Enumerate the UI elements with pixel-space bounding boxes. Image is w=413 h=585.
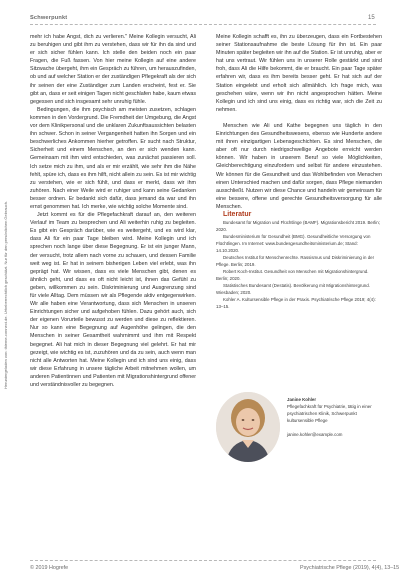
author-description: Pflegefachkraft für Psychiatrie, tätig in einer psychiatrischen Klinik, Schwerpunkt kultursensible Pflege: [287, 404, 372, 423]
header-rule: [30, 24, 376, 25]
paragraph: Jetzt kommt es für die Pflegefachkraft darauf an, den weiteren Verlauf im Team zu besprechen und Ali weiterhin ruhig zu begleiten. Es gibt ein Gespräch darüber, wie es weitergeht, und es wird klar, dass Ali für ein paar Tage bleiben wird. Meine Kollegin und ich sprechen noch lange über diese Begegnung. Er ist ein junger Mann, der versucht, trotz allem nach vorne zu schauen, und dessen Familie weit weg ist. Er hat in seinem bisherigen Leben viel erlebt, was ihn geprägt hat. Wir wissen, dass es viele Menschen gibt, denen es ähnlich geht, und dass es oft nicht leicht ist, ihnen das Gefühl zu geben, willkommen zu sein. Diskriminierung und Ausgrenzung sind für viele Alltag. Dem müssen wir als Pflegende aktiv entgegenwirken. Wir alle haben eine Verantwortung, dass sich Menschen in unseren Einrichtungen sicher und aufgehoben fühlen. Dazu gehört auch, sich der eigenen Vorurteile bewusst zu werden und diese zu reflektieren. Nur so kann eine Begegnung auf Augenhöhe gelingen, die den Menschen in seiner Gesamtheit wahrnimmt und ihm mit Respekt begegnet. Ali hat mich in dieser Begegnung viel gelehrt. Er hat mir gezeigt, wie wichtig es ist, zuzuhören und da zu sein, auch wenn man nicht alle Antworten hat. Meine Kollegin und ich sind uns einig, dass wir diese Erfahrung in unsere tägliche Arbeit mitnehmen wollen, um anderen Patientinnen und Patienten mit Migrationshintergrund offener und verständnisvoller zu begegnen.: [30, 212, 196, 389]
right-column: [216, 33, 382, 310]
author-portrait-icon: [216, 392, 280, 462]
reference-item: Deutsches Institut für Menschenrechte. Rassismus und Diskriminierung in der Pflege. Berlin; 2019.: [216, 255, 375, 268]
author-block: [216, 392, 382, 462]
author-info: [287, 396, 382, 438]
reference-item: Bundesamt für Migration und Flüchtlinge (BAMF). Migrationsbericht 2019. Berlin; 2020.: [216, 220, 380, 233]
section-label: Schwerpunkt: [30, 15, 68, 21]
author-email[interactable]: janine.kohler@example.com: [287, 432, 343, 437]
paragraph: Meine Kollegin schafft es, ihn zu überzeugen, dass ein Fortbestehen seiner Stationsaufnahme die beste Lösung für ihn ist. Ein paar Minuten später begleiten wir ihn auf die Station. Er ist unruhig, aber er hat uns vertraut. Wir fühlen uns in unserer Rolle gestärkt und sind froh, dass Ali die Hilfe bekommt, die er braucht. Ein paar Tage später erfahren wir, dass es ihm bereits besser geht. Er hat sich auf der Station eingelebt und erholt sich allmählich. Ich frage mich, was geschehen wäre, wenn wir ihn nicht angesprochen hätten. Meine Kollegin und ich sind uns einig, dass es richtig war, sich die Zeit zu nehmen.: [216, 34, 382, 113]
reference-item: Kohler A. Kultursensible Pflege in der Praxis. Psychiatrische Pflege 2019; 4(4): 13–15.: [216, 297, 376, 310]
paragraph: Bedingungen, die ihm psychisch am meisten zusetzen, schlagen kommen in den Vordergrund. Die Fremdheit der Umgebung, die Angst vor dem Klinikpersonal und die unklaren Zukunftsaussichten belasten ihn schwer. Schon in seiner Vergangenheit hatten ihn Sorgen und ein beschwerliches Ankommen hierher getroffen. Er sucht nach Struktur, Sicherheit und einem Menschen, an den er sich wenden kann. Gemeinsam mit ihm wird entschieden, was zunächst passieren soll. Ich setze mich zu ihm, und als er mir erzählt, wie sehr ihm die Nähe fehlt, spüre ich, dass es ihm hilft, nicht allein zu sein. Es ist mir wichtig zu verstehen, wie er sich fühlt, und dass er merkt, dass wir ihm zuhören. Nach einer Weile wird er ruhiger und kann seine Gedanken besser ordnen. Er bedankt sich dafür, dass jemand da war und ihn ernst genommen hat. Ich merke, wie wichtig solche Momente sind.: [30, 106, 196, 210]
footer-rule: [30, 560, 376, 561]
reference-item: Robert Koch-Institut. Gesundheit von Menschen mit Migrationshintergrund. Berlin; 2020.: [216, 269, 369, 282]
footer-copyright: © 2019 Hogrefe: [30, 565, 69, 571]
left-column: [30, 33, 196, 389]
reference-item: Bundesministerium für Gesundheit (BMG). Gesundheitliche Versorgung von Flüchtlingen. Im Internet: www.bundesgesundheitsministerium.de; Stand: 14.10.2020.: [216, 234, 371, 254]
reference-item: Statistisches Bundesamt (Destatis). Bevölkerung mit Migrationshintergrund. Wiesbaden; 2020.: [216, 283, 370, 296]
paragraph: mehr ich habe Angst, dich zu verlieren." Meine Kollegin versucht, Ali zu beruhigen und gibt ihm zu verstehen, dass wir für ihn da sind und er sich sicher fühlen kann. Ich stelle den beiden noch ein paar Fragen, die Fuß fassen. Von hier meine Kollegin auf eine andere Sitzwache übergeht, ihm ein Gespräch zu führen, um herauszufinden, ob und auf welcher Station er der zuständigen Pflegekraft als der sich ihr seinen der eine Zuständiger zum Landen erscheint, fest er. Sie gibt an, dass er seit einigen Tagen nicht geschlafen habe, kaum etwas gegessen und sich insgesamt sehr unruhig fühle.: [30, 34, 196, 105]
footer-journal: Psychiatrische Pflege (2019), 4(4), 13–15: [300, 565, 400, 571]
side-note: Heruntergeladen von: thieme-connect.de. Urheberrechtlich geschützt. Nur für den persönlichen Gebrauch.: [3, 200, 8, 390]
author-photo: [216, 392, 280, 462]
paragraph: Menschen wie Ali und Kathe begegnen uns täglich in den Einrichtungen des Gesundheitswesens, ebenso wie Hunderte andere mit ihren einzigartigen Lebensgeschichten. Es sind Menschen, die aber oft nur durch niedrigschwellige Angebote erreicht werden können. Wir haben in unserem Beruf so viele Möglichkeiten, Gleichberechtigung einzufordern und selbst für andere einzustehen. Wir können für die Gesundheit und das Wohlbefinden von Menschen einen Unterschied machen und dafür sorgen, dass Pflege niemanden ausschließt. Nutzen wir diese Chance und handeln wir gemeinsam für eine bessere, offene und gerechte Gesundheitsversorgung für alle Menschen.: [216, 122, 382, 210]
page-number: 15: [368, 15, 375, 21]
literature-heading: Literatur: [223, 210, 252, 218]
author-name: Janine Kohler: [287, 397, 317, 402]
